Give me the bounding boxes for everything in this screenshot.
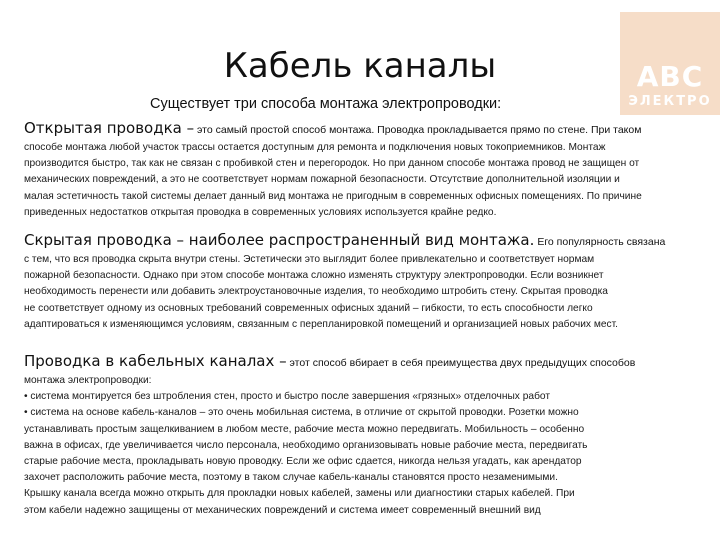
section-intro: это самый простой способ монтажа. Проводка прокладывается прямо по стене. При таком [194,124,642,136]
slide-subtitle: Существует три способа монтажа электропроводки: [150,96,502,112]
section-cable-channel-wiring [24,354,700,519]
body-line: механических повреждений, а это не соответствует нормам пожарной безопасности. Отсутствие дополнительной изоляции и [24,174,620,186]
body-line: пожарной безопасности. Однако при этом способе монтажа сложно изменять структуру электропроводки. Если возникнет [24,270,604,282]
body-line: способе монтажа любой участок трассы остается доступным для ремонта и подключения новых токоприемников. Монтаж [24,142,606,153]
body-line: Крышку канала всегда можно открыть для прокладки новых кабелей, замены или диагностики старых кабелей. При [24,488,575,500]
body-line: приведенных недостатков открытая проводка в современных условиях используется крайне редко. [24,206,497,218]
body-line: старые рабочие места, прокладывать новую проводку. Если же офис сдается, никогда нельзя угадать, как арендатор [24,456,582,468]
section-body [24,252,700,333]
body-line: с тем, что вся проводка скрыта внутри стены. Эстетически это выглядит более привлекательно и соответствует нормам [24,254,595,265]
body-line: не соответствует одному из основных требований современных офисных зданий – гибкости, то есть способности легко [24,302,593,314]
section-lead [24,354,700,371]
section-intro: этот способ вбирает в себя преимущества двух предыдущих способов [286,357,636,369]
body-line: малая эстетичность такой системы делает данный вид монтажа не пригодным в современных офисных помещениях. По причине [24,190,642,202]
body-line: • система на основе кабель-каналов – это очень мобильная система, в отличие от скрытой проводки. Розетки можно [24,407,579,419]
section-body [24,373,700,519]
section-lead [24,233,700,250]
section-heading: Открытая проводка – [24,119,195,137]
slide-title: Кабель каналы [223,46,497,86]
section-body [24,140,700,221]
section-hidden-wiring [24,233,700,333]
body-line: устанавливать простым защелкиванием в любом месте, рабочие места можно передвигать. Мобильность – особенно [24,423,585,435]
section-open-wiring [24,121,700,221]
logo-abc-text: ABC [636,60,704,93]
section-heading: Скрытая проводка – наиболее распространенный вид монтажа. [24,231,535,249]
section-heading: Проводка в кабельных каналах – [24,352,287,370]
logo-electro-text: ЭЛЕКТРО [628,94,712,109]
body-line: • система монтируется без штробления стен, просто и быстро после завершения «грязных» отделочных работ [24,391,551,403]
abc-electro-logo [620,12,720,115]
body-line: этом кабели надежно защищены от механических повреждений и система имеет современный внешний вид [24,504,541,516]
body-line: захочет расположить рабочие места, поэтому в таком случае кабель-каналы становятся просто незаменимыми. [24,472,558,484]
body-line: производится быстро, так как не связан с пробивкой стен и перегородок. Но при данном способе монтажа провод не защищен от [24,158,640,170]
body-line: необходимость перенести или добавить электроустановочные изделия, то необходимо штробить стену. Скрытая проводка [24,286,608,298]
body-line: адаптироваться к изменяющимся условиям, связанным с перепланировкой помещений и организацией новых рабочих мест. [24,318,618,330]
body-line: важна в офисах, где увеличивается число персонала, необходимо организовывать новые рабочие места, передвигать [24,439,588,451]
body-line: монтажа электропроводки: [24,375,152,386]
section-intro: Его популярность связана [534,236,666,248]
section-lead [24,121,700,138]
